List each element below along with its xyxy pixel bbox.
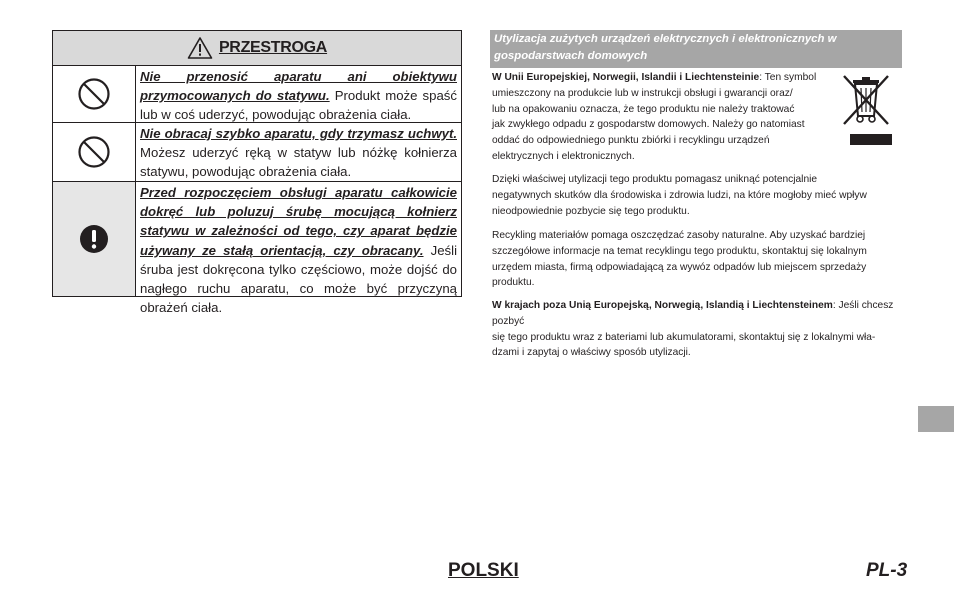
caution-body: Produkt może spaść lub w coś uderzyć, powodując obrażenia ciała. xyxy=(140,88,457,123)
caution-emphasis: Nie obracaj szybko aparatu, gdy trzymasz uchwyt. xyxy=(140,126,457,141)
weee-paragraph-4 xyxy=(492,298,904,361)
section-thumb-tab xyxy=(918,406,954,432)
weee-region-eu: W Unii Europejskiej, Norwegii, Islandii i Liechtensteinie xyxy=(492,72,760,83)
text-line: szczegółowe informacje na temat recyklingu tego produktu, skontaktuj się lokalnym xyxy=(492,245,867,257)
caution-row xyxy=(53,182,461,316)
text-line: dzami i zapytaj o właściwy sposób utylizacji. xyxy=(492,347,691,359)
caution-text xyxy=(136,66,461,122)
text-line: jak zwykłego odpadu z gospodarstw domowych. Należy go natomiast xyxy=(492,119,805,131)
caution-title: PRZESTROGA xyxy=(218,39,328,56)
caution-body: Jeśli śruba jest dokręcona tylko częściowo, może dojść do nagłego ruchu aparatu, co może być przyczyną obrażeń ciała. xyxy=(140,242,458,316)
prohibition-icon xyxy=(77,135,111,169)
warning-triangle-icon xyxy=(187,36,213,60)
weee-region-non-eu: W krajach poza Unią Europejską, Norwegią, Islandią i Liechtensteinem xyxy=(492,300,833,311)
crossed-out-wheelie-bin-icon xyxy=(840,72,894,148)
text-line: umieszczony na produkcie lub w instrukcji obsługi i gwarancji oraz/ xyxy=(492,87,793,99)
text-line: się tego produktu wraz z bateriami lub akumulatorami, skontaktuj się z lokalnymi wła- xyxy=(492,331,876,343)
text-line: Dzięki właściwej utylizacji tego produktu pomagasz uniknąć potencjalnie xyxy=(492,174,818,185)
caution-header xyxy=(53,31,461,66)
caution-text xyxy=(136,182,461,316)
caution-emphasis: Nie przenosić aparatu ani obiektywu przymocowanych do statywu. xyxy=(140,69,457,104)
caution-row xyxy=(53,66,461,123)
weee-paragraph-2 xyxy=(492,172,904,219)
text-line: nieodpowiednie pozbycie się tego produktu. xyxy=(492,205,690,217)
weee-paragraph-3 xyxy=(492,228,904,291)
page-number: PL-3 xyxy=(866,560,908,581)
text-line: elektrycznych i elektronicznych. xyxy=(492,150,635,162)
text-line: : Jeśli chcesz pozbyć xyxy=(492,300,894,327)
weee-paragraph-1 xyxy=(492,70,832,165)
mandatory-action-icon xyxy=(79,224,109,254)
weee-heading: Utylizacja zużytych urządzeń elektrycznych i elektronicznych w gospodarstwach domowych xyxy=(490,30,902,68)
caution-text xyxy=(136,123,461,181)
text-line: Recykling materiałów pomaga oszczędzać zasoby naturalne. Aby uzyskać bardziej xyxy=(492,230,866,241)
caution-emphasis: Przed rozpoczęciem obsługi aparatu całkowicie dokręć lub poluzuj śrubę mocującą kołnierz statywu w zależności od tego, czy aparat będzie używany ze stałą orientacją, czy obracany. xyxy=(140,185,457,258)
caution-table xyxy=(52,30,462,316)
prohibition-icon xyxy=(77,77,111,111)
text-line: : Ten symbol xyxy=(759,72,817,83)
footer-language: POLSKI xyxy=(448,560,519,581)
text-line: produktu. xyxy=(492,277,535,289)
caution-body: Możesz uderzyć ręką w statyw lub nóżkę kołnierza statywu, powodując obrażenia ciała. xyxy=(140,145,457,180)
text-line: oddać do odpowiedniego punktu zbiórki i recyklingu urządzeń xyxy=(492,135,770,147)
text-line: negatywnych skutków dla środowiska i zdrowia ludzi, na które mogłoby mieć wpływ xyxy=(492,189,867,201)
text-line: lub na opakowaniu oznacza, że tego produktu nie należy traktować xyxy=(492,103,795,115)
caution-row xyxy=(53,123,461,182)
text-line: urzędem miasta, firmą odpowiadającą za wywóz odpadów lub miejscem sprzedaży xyxy=(492,261,867,273)
